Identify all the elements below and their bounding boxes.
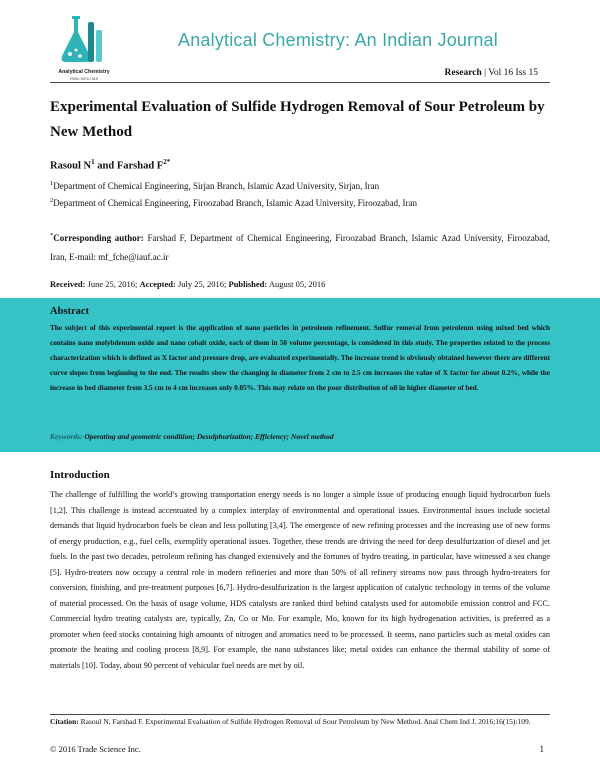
citation-text: Rasoul N, Farshad F. Experimental Evaluation of Sulfide Hydrogen Removal of Sour Petroleum by New Method. Anal Chem Ind J. 2016;16(15):109.: [78, 717, 531, 726]
corr-text: Farshad F, Department of Chemical Engineering, Firoozabad Branch, Islamic Azad University, Firoozabad, Iran, E-mail: mf_fche@iauf.ac.ir: [50, 233, 550, 262]
flask-logo-icon: [52, 10, 116, 84]
abstract-text: The subject of this experimental report is the application of nano particles in petroleum refinement. Sulfur removal from petroleum using mixed bed which contains nano molybdenum oxide and nano cobalt oxide, each of them in 50 volume percentage, is considered in this study. The properties related to the process characterization which is defined as X factor and pressure drop, are evaluated experimentally. The increase trend is obviously obtained however there are different curve slopes from beginning to the end. The results show the changing in diameter from 2 cm to 2.5 cm increases the value of X factor for about 0.2%, while the increase in bed diameter from 3.5 cm to 4 cm increases only 0.05%. This may relate on the poor distribution of oil in higher diameter of bed.: [50, 324, 550, 392]
author-2-sup: 2*: [163, 158, 171, 166]
accepted-label: Accepted:: [139, 279, 176, 289]
affiliation-2-text: Department of Chemical Engineering, Firoozabad Branch, Islamic Azad University, Firoozabad, Iran: [53, 198, 418, 208]
article-title: Experimental Evaluation of Sulfide Hydrogen Removal of Sour Petroleum by New Method: [50, 99, 545, 140]
keywords-text: Operating and geometric condition; Desulphurization; Efficiency; Novel method: [82, 432, 334, 441]
article-type: Research: [444, 68, 482, 78]
received-date: June 25, 2016;: [85, 279, 140, 289]
keywords: [50, 432, 334, 441]
issue-info: | Vol 16 Iss 15: [484, 68, 538, 78]
received-label: Received:: [50, 279, 86, 289]
footer-divider: [50, 714, 550, 715]
corr-star: *: [50, 232, 54, 239]
author-line: [50, 158, 170, 172]
citation-label: Citation:: [50, 717, 79, 726]
introduction-heading: Introduction: [50, 469, 110, 481]
corr-label: Corresponding author:: [53, 233, 144, 243]
author-1-sup: 1: [91, 158, 95, 166]
page-number: 1: [539, 744, 544, 754]
copyright: © 2016 Trade Science Inc.: [50, 744, 141, 754]
corresponding-author: [50, 226, 550, 267]
author-1: Rasoul N: [50, 160, 92, 172]
author-2: and Farshad F: [94, 160, 164, 172]
introduction-text: The challenge of fulfilling the world’s growing transportation energy needs is no longer a simple issue of producing enough liquid hydrocarbon fuels [1,2]. This challenge is instead accentuated by a complex interplay of environmental and operational issues. Environmental issues include societal demands that liquid hydrocarbon fuels be clean and less polluting [3,4]. The emergence of new refining processes and the increasing use of new forms of energy production, e.g., fuel cells, exemplify operational issues. Together, these trends are driving the need for deep desulfurization of diesel and jet fuels. In the past two decades, petroleum refining has changed extensively and the fortunes of hydro treating, in particular, have witnessed a sea change [5]. Hydro-treaters now occupy a central role in modern refineries and more than 50% of all refinery streams now pass through hydro-treaters for conversion, finishing, and pre-treatment purposes [6,7]. Hydro-desulfurization is the largest application of catalytic technology in terms of the volume of material processed. On the basis of usage volume, HDS catalysts are ranked third behind catalysts used for automobile emission control and FCC. Commercial hydro treating catalysts are, typically, Zn, Co or Mo. For example, Mo, known for its high hydrogenation activities, is preferred as a promoter when feed stocks containing high amounts of nitrogen and aromatics need to be processed. It seems, nano particles such as metal oxides can promote the heating and cooling process [8,9]. For example, the nano substances like; metal oxides can enhance the thermal stability of some of materials [10]. Today, about 90 percent of vehicular fuel needs are met by oil.: [50, 490, 550, 671]
logo-text: Analytical Chemistry: [58, 69, 110, 75]
affiliation-1-text: Department of Chemical Engineering, Sirjan Branch, Islamic Azad University, Sirjan, Iran: [53, 181, 380, 191]
keywords-label: Keywords:: [50, 432, 83, 441]
publication-dates: [50, 279, 325, 289]
header-divider: [50, 82, 550, 83]
affiliation-1-num: 1: [50, 180, 54, 187]
journal-title: Analytical Chemistry: An Indian Journal: [178, 30, 498, 50]
affiliation-2-num: 2: [50, 197, 54, 204]
journal-logo: [52, 10, 116, 84]
affiliation-1: [50, 180, 379, 191]
abstract-heading: Abstract: [50, 306, 90, 317]
published-date: August 05, 2016: [267, 279, 326, 289]
logo-issn: ISSN: 0974-7419: [70, 77, 98, 81]
published-label: Published:: [228, 279, 268, 289]
citation: [50, 717, 550, 727]
accepted-date: July 25, 2016;: [175, 279, 229, 289]
issue-line: [445, 68, 539, 78]
affiliation-2: [50, 197, 417, 208]
